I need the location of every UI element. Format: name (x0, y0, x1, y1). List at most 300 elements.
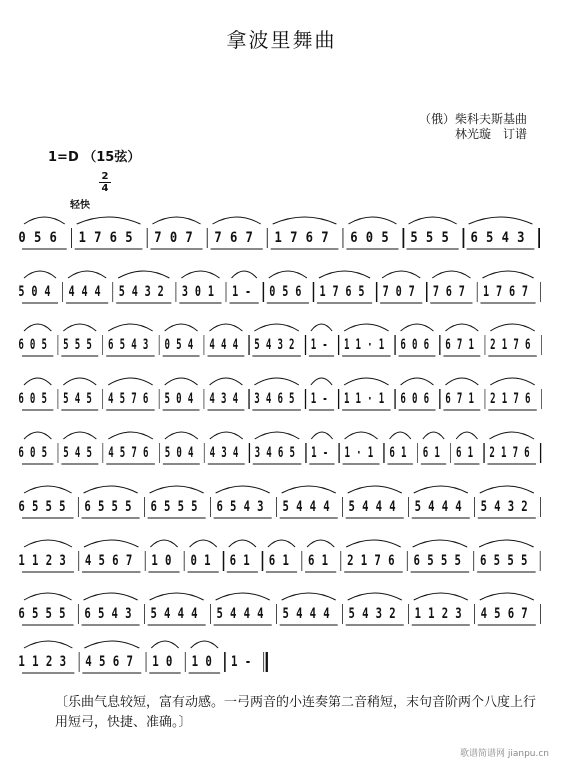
slur-arc (191, 641, 218, 648)
note: 0 (18, 230, 26, 246)
slur-arc (390, 432, 411, 439)
note: 1 (151, 553, 158, 569)
note: 0 (165, 654, 173, 670)
note: 7 (214, 230, 222, 246)
note: 5 (31, 499, 39, 515)
slur-arc (409, 217, 457, 224)
dash-note: - (322, 445, 329, 461)
slur-arc (216, 593, 270, 600)
note: 1 (282, 553, 289, 569)
barline (313, 282, 314, 302)
note: 7 (456, 391, 463, 407)
note: 1 (500, 445, 507, 461)
note: 6 (18, 391, 24, 407)
note: 5 (125, 499, 132, 515)
barline (305, 335, 306, 355)
barline (262, 551, 263, 571)
slur-arc (345, 432, 378, 439)
note: 4 (220, 337, 227, 353)
note: 1 (367, 445, 374, 461)
barline (204, 335, 205, 355)
slur-arc (489, 432, 534, 439)
note: 5 (176, 337, 182, 353)
barline (144, 551, 145, 571)
dot-mark: · (356, 445, 362, 461)
note: 3 (375, 606, 383, 622)
note: 3 (254, 391, 260, 407)
note: 4 (230, 606, 237, 622)
note: 6 (423, 337, 430, 353)
barline (175, 282, 176, 302)
note: 6 (229, 230, 238, 246)
note: 1 (152, 654, 159, 670)
note: 5 (427, 553, 434, 569)
note: 2 (389, 606, 396, 622)
time-signature-top: 2 (101, 171, 109, 182)
note: 4 (164, 606, 171, 622)
note: 5 (164, 391, 170, 407)
note: 2 (289, 337, 295, 353)
note: 4 (94, 284, 101, 300)
note: 6 (307, 553, 315, 569)
note: 4 (362, 499, 369, 515)
barline (223, 551, 224, 571)
note: 6 (524, 391, 531, 407)
note: 5 (18, 284, 25, 300)
slur-arc (84, 641, 139, 648)
note: 0 (29, 445, 36, 461)
note: 2 (489, 445, 495, 461)
note: 6 (507, 606, 515, 622)
barline (439, 389, 440, 409)
barline (204, 443, 205, 463)
note: 1 (32, 553, 39, 569)
slur-arc (63, 324, 96, 331)
note: 5 (414, 499, 421, 515)
note: 1 (355, 337, 362, 353)
slur-arc (432, 271, 470, 278)
note: 5 (486, 230, 494, 246)
slur-arc (414, 593, 468, 600)
barline (78, 551, 79, 571)
note: 4 (131, 337, 137, 353)
barline (226, 282, 227, 302)
note: 5 (493, 553, 501, 569)
barline (248, 389, 249, 409)
dot-mark: · (367, 337, 373, 353)
note: 1 (231, 654, 238, 670)
slur-arc (213, 217, 261, 224)
barline (78, 652, 79, 672)
barline (305, 389, 306, 409)
note: 3 (257, 499, 264, 515)
slur-arc (401, 324, 434, 331)
barline (112, 282, 113, 302)
note: 1 (378, 391, 385, 407)
note: 6 (422, 445, 429, 461)
note: 5 (119, 391, 126, 407)
note: 5 (125, 230, 133, 246)
slur-arc (414, 486, 468, 493)
note: 5 (520, 553, 528, 569)
note: 4 (266, 445, 272, 461)
note: 5 (86, 337, 92, 353)
note: 0 (176, 391, 182, 407)
note: 6 (142, 391, 149, 407)
note: 0 (29, 391, 36, 407)
slur-arc (181, 271, 219, 278)
note: 5 (282, 284, 289, 300)
note-sequence (18, 335, 546, 355)
note: 4 (187, 337, 194, 353)
note: 7 (458, 284, 465, 300)
note: 2 (45, 553, 53, 569)
barline (342, 604, 343, 624)
note: 6 (18, 606, 25, 622)
note: 1 (78, 230, 86, 246)
slur-arc (24, 378, 51, 385)
note: 7 (382, 284, 389, 300)
barline (340, 551, 341, 571)
slur-arc (319, 271, 370, 278)
barline (102, 443, 103, 463)
note: 1 (344, 445, 350, 461)
note: 5 (63, 391, 69, 407)
note: 3 (125, 606, 132, 622)
note: 7 (495, 284, 503, 300)
note: 4 (232, 445, 239, 461)
note: 5 (289, 391, 295, 407)
time-signature-bottom: 4 (101, 183, 109, 194)
note: 6 (445, 391, 451, 407)
slur-arc (282, 593, 336, 600)
note: 2 (441, 606, 449, 622)
note: 6 (268, 553, 276, 569)
barline (159, 443, 160, 463)
slur-arc (63, 432, 96, 439)
note: 4 (309, 499, 317, 515)
note: 4 (323, 606, 330, 622)
note: 7 (432, 284, 439, 300)
note: 5 (348, 606, 355, 622)
dash-note: - (245, 284, 252, 300)
slur-arc (348, 593, 402, 600)
note: 4 (243, 606, 251, 622)
note: 6 (109, 230, 118, 246)
slur-arc (150, 593, 204, 600)
note: 4 (84, 553, 92, 569)
barline (541, 335, 542, 355)
barline (403, 228, 404, 248)
barline (224, 652, 225, 672)
note: 6 (18, 337, 24, 353)
barline (144, 604, 145, 624)
slur-arc (268, 540, 295, 547)
note: 0 (29, 337, 36, 353)
note: 4 (209, 445, 216, 461)
note: 4 (177, 606, 184, 622)
slur-arc (118, 271, 169, 278)
barline (395, 335, 396, 355)
note: 0 (31, 284, 38, 300)
slur-arc (151, 641, 178, 648)
score-row (18, 584, 548, 636)
note: 6 (229, 553, 237, 569)
note: 7 (131, 391, 137, 407)
note-sequence (18, 389, 546, 409)
barline (338, 389, 339, 409)
time-signature (98, 171, 112, 194)
note: 7 (126, 654, 134, 670)
note: 1 (191, 654, 199, 670)
slur-arc (190, 540, 217, 547)
slur-arc (346, 540, 400, 547)
note: 4 (111, 606, 118, 622)
barline (248, 335, 249, 355)
score-row (18, 423, 548, 475)
note: 5 (99, 654, 106, 670)
note: 3 (59, 553, 66, 569)
note: 1 (207, 284, 214, 300)
note: 6 (277, 445, 284, 461)
note: 5 (440, 553, 448, 569)
note: 5 (97, 499, 105, 515)
barline (342, 228, 343, 248)
slur-arc (63, 378, 96, 385)
note: 4 (309, 606, 317, 622)
note: 6 (400, 337, 406, 353)
slur-arc (150, 540, 177, 547)
slur-arc (210, 324, 243, 331)
note: 7 (185, 230, 193, 246)
note: 4 (74, 445, 81, 461)
barline (338, 335, 339, 355)
note: 4 (74, 391, 81, 407)
note: 6 (389, 445, 395, 461)
note: 0 (176, 445, 182, 461)
note: 6 (445, 284, 452, 300)
note: 1 (18, 553, 25, 569)
note: 7 (374, 553, 381, 569)
note: 6 (400, 391, 406, 407)
note: 6 (295, 284, 302, 300)
tempo-marking: 轻快 (70, 200, 90, 211)
note: 5 (494, 606, 501, 622)
note: 7 (245, 230, 253, 246)
note-sequence (18, 497, 546, 517)
note: 0 (194, 284, 201, 300)
note: 1 (414, 606, 421, 622)
slur-arc (480, 593, 534, 600)
note: 1 (343, 337, 350, 353)
note: 1 (468, 337, 474, 353)
note: 1 (428, 606, 435, 622)
note: 1 (467, 445, 474, 461)
note: 5 (454, 553, 461, 569)
barline (145, 652, 146, 672)
note: 5 (31, 606, 39, 622)
note-sequence (18, 604, 546, 624)
barline (473, 551, 474, 571)
note: 3 (455, 606, 462, 622)
note: 5 (410, 230, 418, 246)
note-sequence (18, 228, 546, 248)
note: 7 (513, 337, 519, 353)
note: 4 (68, 284, 75, 300)
note: 5 (59, 606, 66, 622)
final-barline-thin (264, 652, 265, 672)
note: 1 (319, 284, 326, 300)
slur-arc (24, 432, 51, 439)
note: 6 (150, 499, 157, 515)
note: 7 (512, 445, 519, 461)
slur-arc (216, 486, 270, 493)
page-title: 拿波里舞曲 (226, 28, 337, 52)
slur-arc (24, 217, 65, 224)
note: 5 (254, 337, 260, 353)
note: 4 (501, 230, 509, 246)
note: 1 (310, 337, 317, 353)
note: 6 (112, 654, 120, 670)
score-row (18, 531, 548, 583)
barline (463, 228, 464, 248)
note: 1 (311, 445, 317, 461)
note: 6 (423, 391, 430, 407)
barline (210, 604, 211, 624)
note: 4 (441, 499, 449, 515)
note: 3 (277, 337, 283, 353)
note: 5 (164, 445, 171, 461)
slur-arc (108, 432, 153, 439)
note: 4 (81, 284, 88, 300)
note-sequence (18, 282, 546, 302)
score-row (18, 315, 548, 367)
note: 6 (112, 553, 119, 569)
note: 6 (143, 445, 149, 461)
barline (57, 443, 58, 463)
note: 6 (524, 337, 531, 353)
note: 6 (413, 553, 421, 569)
note: 7 (94, 230, 102, 246)
note: 2 (157, 284, 164, 300)
note: 7 (332, 284, 339, 300)
barline (159, 335, 160, 355)
note: 4 (209, 337, 215, 353)
slur-arc (401, 378, 434, 385)
slur-arc (24, 486, 72, 493)
slur-arc (311, 432, 332, 439)
barline (249, 443, 250, 463)
note: 6 (445, 337, 451, 353)
slur-arc (24, 641, 72, 648)
note: 5 (216, 606, 223, 622)
barline (305, 443, 306, 463)
slur-arc (482, 271, 533, 278)
slur-arc (255, 432, 300, 439)
note: 4 (232, 337, 239, 353)
note: 5 (191, 499, 198, 515)
slur-arc (344, 378, 388, 385)
note: 3 (59, 654, 67, 670)
barline (342, 497, 343, 517)
note: 7 (290, 230, 298, 246)
slur-arc (445, 324, 478, 331)
note: 5 (111, 499, 118, 515)
note: 5 (41, 391, 48, 407)
note: 5 (119, 337, 126, 353)
note: 4 (265, 391, 272, 407)
note: 4 (44, 284, 51, 300)
note: 4 (494, 499, 501, 515)
note: 4 (108, 445, 114, 461)
barline (78, 604, 79, 624)
note: 2 (347, 553, 354, 569)
barline (146, 228, 147, 248)
barline (540, 604, 541, 624)
note: 5 (381, 230, 389, 246)
note: 5 (45, 499, 52, 515)
slur-arc (273, 217, 337, 224)
barline (144, 497, 145, 517)
barline (417, 443, 418, 463)
note: 4 (296, 499, 303, 515)
note: 0 (395, 284, 402, 300)
note: 4 (191, 606, 198, 622)
note: 3 (221, 445, 227, 461)
note: 7 (521, 606, 528, 622)
slur-arc (479, 540, 533, 547)
score-row (18, 632, 548, 684)
note: 0 (164, 337, 170, 353)
note: 5 (86, 391, 92, 407)
note: 5 (41, 445, 48, 461)
barline (210, 497, 211, 517)
slur-arc (456, 432, 477, 439)
note: 5 (507, 553, 514, 569)
performance-note: 〔乐曲气息较短，富有动感。一弓两音的小连奏第二音稍短，末句音阶两个八度上行用短弓，快捷、准确。〕 (55, 695, 537, 730)
note: 6 (49, 230, 57, 246)
slur-arc (165, 324, 198, 331)
barline (474, 497, 475, 517)
note: 5 (98, 553, 105, 569)
note: 4 (265, 337, 272, 353)
note: 1 (378, 337, 385, 353)
score-row (18, 477, 548, 529)
note: 6 (508, 284, 516, 300)
note: 6 (350, 230, 358, 246)
note: 5 (86, 445, 92, 461)
slur-arc (108, 324, 152, 331)
note: 5 (282, 606, 289, 622)
note: 1 (18, 654, 25, 670)
slur-arc (68, 271, 106, 278)
note: 5 (289, 445, 295, 461)
note: 4 (257, 606, 264, 622)
note: 4 (209, 391, 215, 407)
slur-arc (165, 378, 198, 385)
slur-arc (77, 217, 141, 224)
slur-arc (229, 540, 256, 547)
note: 4 (243, 499, 251, 515)
slur-arc (84, 540, 138, 547)
note: 5 (177, 499, 184, 515)
note: 5 (63, 337, 69, 353)
note: 7 (521, 284, 529, 300)
note: 1 (204, 553, 211, 569)
note: 1 (243, 553, 250, 569)
barline (276, 497, 277, 517)
note: 5 (425, 230, 434, 246)
